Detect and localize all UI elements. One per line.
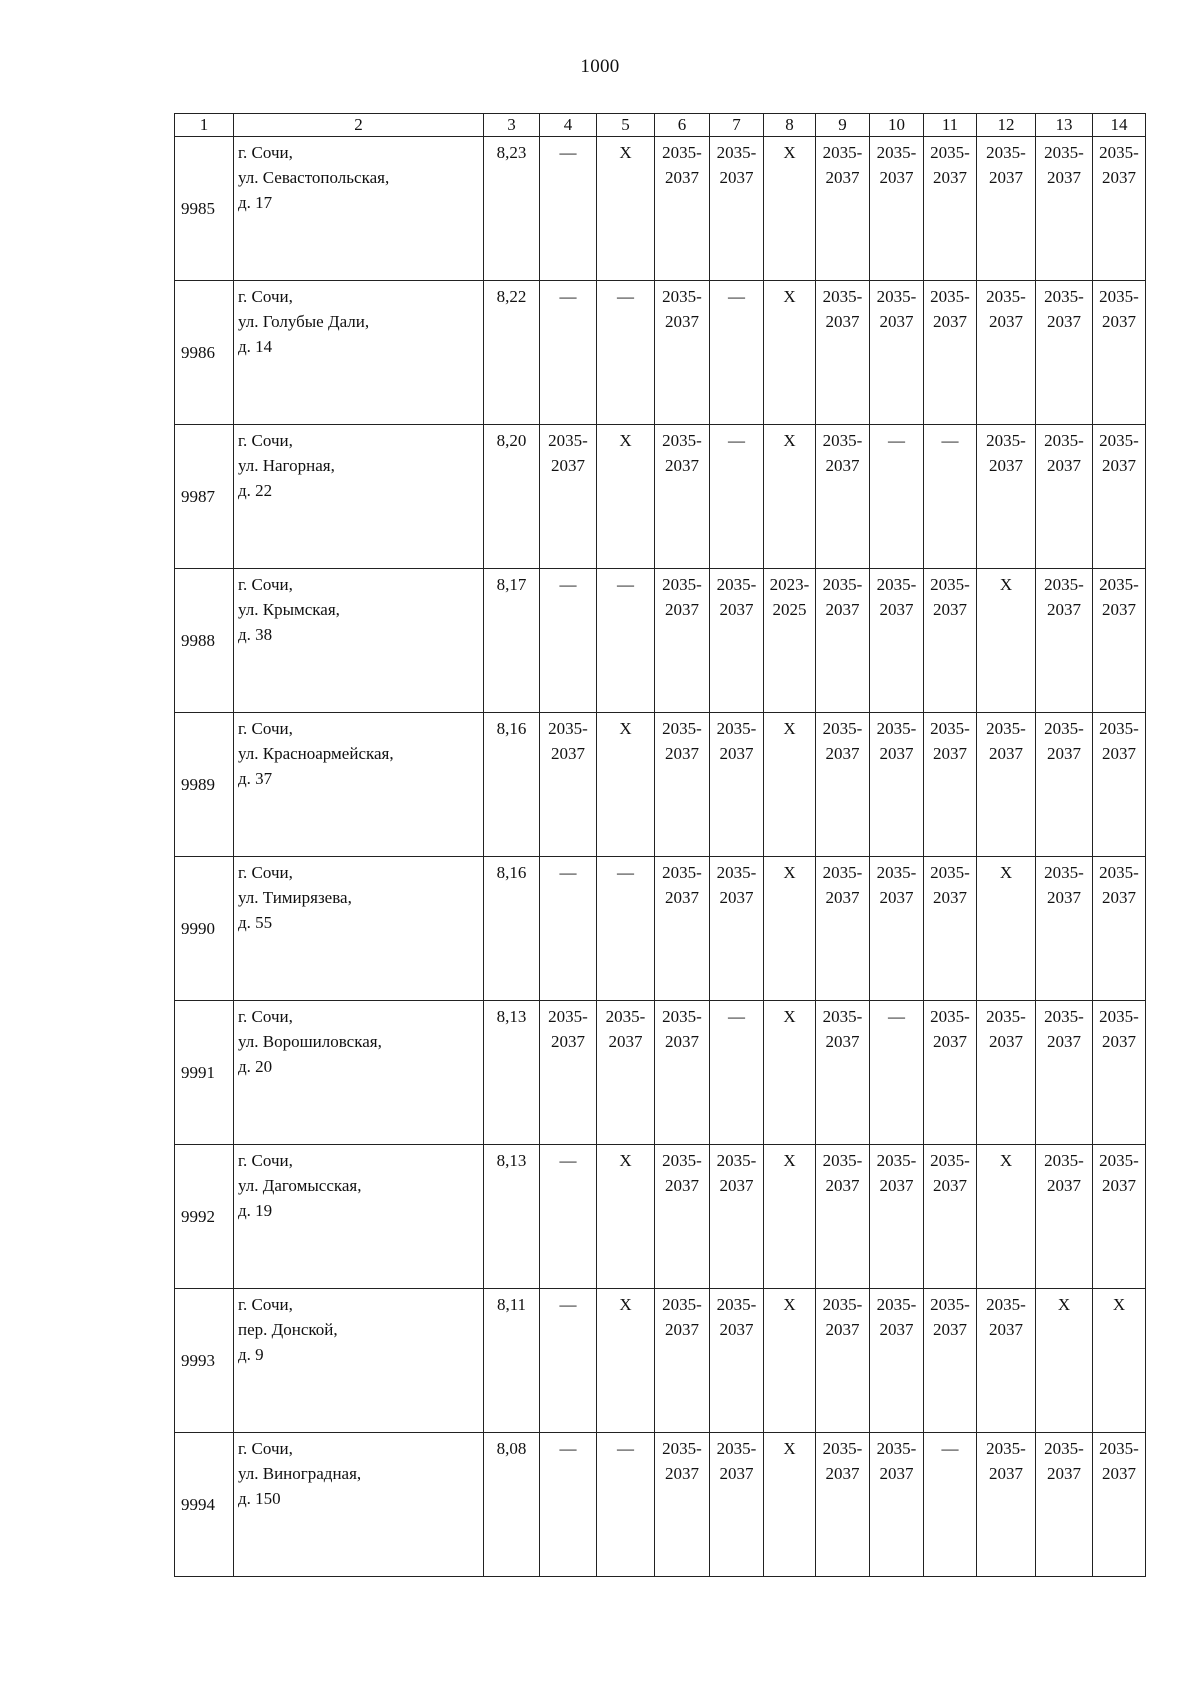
value-cell: 2035- 2037: [540, 713, 597, 857]
registry-table: [174, 113, 1146, 1577]
address-line: г. Сочи,: [238, 575, 293, 594]
table-row: [175, 137, 1146, 281]
table-row: [175, 1001, 1146, 1145]
value-cell: Х: [764, 1145, 816, 1289]
area-cell: 8,11: [484, 1289, 540, 1433]
value-cell: Х: [1093, 1289, 1146, 1433]
area-cell: 8,08: [484, 1433, 540, 1577]
address-line: д. 9: [238, 1345, 264, 1364]
value-cell: 2035- 2037: [1093, 281, 1146, 425]
row-number: 9990: [175, 857, 234, 1001]
column-header: 11: [924, 114, 977, 137]
value-cell: Х: [597, 1145, 655, 1289]
row-number: 9993: [175, 1289, 234, 1433]
value-cell: 2035- 2037: [924, 1145, 977, 1289]
area-cell: 8,23: [484, 137, 540, 281]
value-cell: 2035- 2037: [870, 281, 924, 425]
value-cell: 2035- 2037: [1036, 1001, 1093, 1145]
value-cell: 2035- 2037: [870, 1289, 924, 1433]
address-cell: [234, 713, 484, 857]
address-cell: [234, 1289, 484, 1433]
value-cell: —: [710, 281, 764, 425]
value-cell: 2035- 2037: [1036, 1433, 1093, 1577]
address-line: ул. Дагомысская,: [238, 1176, 362, 1195]
value-cell: 2023- 2025: [764, 569, 816, 713]
value-cell: Х: [764, 1289, 816, 1433]
value-cell: 2035- 2037: [816, 1145, 870, 1289]
address-line: г. Сочи,: [238, 287, 293, 306]
column-header: 1: [175, 114, 234, 137]
address-line: д. 17: [238, 193, 273, 212]
table-row: [175, 1289, 1146, 1433]
address-line: ул. Тимирязева,: [238, 888, 352, 907]
address-line: д. 150: [238, 1489, 281, 1508]
area-cell: 8,22: [484, 281, 540, 425]
row-number: 9988: [175, 569, 234, 713]
address-line: г. Сочи,: [238, 143, 293, 162]
value-cell: 2035- 2037: [870, 1433, 924, 1577]
value-cell: 2035- 2037: [816, 425, 870, 569]
table-row: [175, 713, 1146, 857]
value-cell: 2035- 2037: [977, 281, 1036, 425]
value-cell: Х: [764, 1001, 816, 1145]
table-row: [175, 1433, 1146, 1577]
value-cell: Х: [597, 425, 655, 569]
address-line: г. Сочи,: [238, 719, 293, 738]
value-cell: 2035- 2037: [816, 1433, 870, 1577]
table-body: [175, 137, 1146, 1577]
address-cell: [234, 857, 484, 1001]
value-cell: 2035- 2037: [816, 713, 870, 857]
value-cell: Х: [764, 857, 816, 1001]
address-line: г. Сочи,: [238, 1151, 293, 1170]
row-number: 9992: [175, 1145, 234, 1289]
value-cell: Х: [764, 281, 816, 425]
address-line: ул. Севастопольская,: [238, 168, 390, 187]
value-cell: 2035- 2037: [816, 1289, 870, 1433]
column-header: 7: [710, 114, 764, 137]
value-cell: 2035- 2037: [977, 713, 1036, 857]
value-cell: —: [540, 1289, 597, 1433]
value-cell: 2035- 2037: [655, 137, 710, 281]
value-cell: 2035- 2037: [870, 857, 924, 1001]
value-cell: —: [540, 1145, 597, 1289]
area-cell: 8,16: [484, 857, 540, 1001]
value-cell: Х: [764, 425, 816, 569]
column-header: 4: [540, 114, 597, 137]
value-cell: Х: [977, 857, 1036, 1001]
value-cell: 2035- 2037: [655, 1145, 710, 1289]
value-cell: 2035- 2037: [655, 569, 710, 713]
row-number: 9986: [175, 281, 234, 425]
value-cell: 2035- 2037: [1036, 569, 1093, 713]
column-header: 13: [1036, 114, 1093, 137]
value-cell: 2035- 2037: [870, 713, 924, 857]
address-cell: [234, 281, 484, 425]
value-cell: 2035- 2037: [540, 1001, 597, 1145]
value-cell: 2035- 2037: [540, 425, 597, 569]
column-header: 8: [764, 114, 816, 137]
address-line: д. 55: [238, 913, 273, 932]
value-cell: 2035- 2037: [924, 1289, 977, 1433]
value-cell: 2035- 2037: [1093, 1145, 1146, 1289]
address-line: г. Сочи,: [238, 1007, 293, 1026]
value-cell: —: [924, 425, 977, 569]
value-cell: 2035- 2037: [924, 281, 977, 425]
value-cell: 2035- 2037: [710, 137, 764, 281]
value-cell: Х: [1036, 1289, 1093, 1433]
column-header: 10: [870, 114, 924, 137]
value-cell: 2035- 2037: [924, 857, 977, 1001]
value-cell: 2035- 2037: [1036, 137, 1093, 281]
area-cell: 8,16: [484, 713, 540, 857]
address-cell: [234, 569, 484, 713]
value-cell: Х: [597, 137, 655, 281]
value-cell: 2035- 2037: [655, 281, 710, 425]
value-cell: Х: [597, 1289, 655, 1433]
value-cell: 2035- 2037: [870, 569, 924, 713]
address-cell: [234, 1145, 484, 1289]
value-cell: 2035- 2037: [924, 1001, 977, 1145]
value-cell: 2035- 2037: [655, 713, 710, 857]
address-line: ул. Ворошиловская,: [238, 1032, 382, 1051]
value-cell: 2035- 2037: [977, 137, 1036, 281]
value-cell: 2035- 2037: [1036, 857, 1093, 1001]
column-number-row: [175, 114, 1146, 137]
row-number: 9991: [175, 1001, 234, 1145]
address-line: пер. Донской,: [238, 1320, 338, 1339]
value-cell: —: [540, 137, 597, 281]
value-cell: —: [540, 569, 597, 713]
value-cell: 2035- 2037: [816, 137, 870, 281]
value-cell: 2035- 2037: [597, 1001, 655, 1145]
address-line: д. 22: [238, 481, 273, 500]
value-cell: 2035- 2037: [1093, 1433, 1146, 1577]
address-line: г. Сочи,: [238, 431, 293, 450]
value-cell: 2035- 2037: [1093, 857, 1146, 1001]
value-cell: 2035- 2037: [870, 137, 924, 281]
value-cell: —: [597, 857, 655, 1001]
column-header: 3: [484, 114, 540, 137]
address-line: д. 20: [238, 1057, 273, 1076]
value-cell: 2035- 2037: [1093, 713, 1146, 857]
value-cell: Х: [764, 713, 816, 857]
value-cell: 2035- 2037: [977, 1001, 1036, 1145]
row-number: 9987: [175, 425, 234, 569]
value-cell: 2035- 2037: [816, 569, 870, 713]
value-cell: 2035- 2037: [924, 713, 977, 857]
value-cell: 2035- 2037: [710, 1289, 764, 1433]
value-cell: —: [597, 281, 655, 425]
value-cell: 2035- 2037: [655, 1289, 710, 1433]
area-cell: 8,17: [484, 569, 540, 713]
address-line: г. Сочи,: [238, 1439, 293, 1458]
page-number: 1000: [580, 56, 620, 77]
value-cell: 2035- 2037: [1036, 281, 1093, 425]
value-cell: 2035- 2037: [655, 1433, 710, 1577]
value-cell: 2035- 2037: [655, 1001, 710, 1145]
value-cell: —: [540, 1433, 597, 1577]
value-cell: 2035- 2037: [816, 857, 870, 1001]
value-cell: 2035- 2037: [1036, 713, 1093, 857]
address-line: д. 14: [238, 337, 273, 356]
column-header: 6: [655, 114, 710, 137]
value-cell: —: [870, 1001, 924, 1145]
table-row: [175, 425, 1146, 569]
address-line: ул. Виноградная,: [238, 1464, 362, 1483]
area-cell: 8,13: [484, 1001, 540, 1145]
value-cell: —: [540, 281, 597, 425]
value-cell: 2035- 2037: [1093, 569, 1146, 713]
address-line: г. Сочи,: [238, 1295, 293, 1314]
address-line: д. 37: [238, 769, 273, 788]
table-row: [175, 281, 1146, 425]
value-cell: 2035- 2037: [977, 1433, 1036, 1577]
value-cell: 2035- 2037: [655, 857, 710, 1001]
value-cell: Х: [977, 1145, 1036, 1289]
address-cell: [234, 137, 484, 281]
address-line: ул. Голубые Дали,: [238, 312, 370, 331]
value-cell: —: [597, 1433, 655, 1577]
value-cell: 2035- 2037: [924, 137, 977, 281]
value-cell: Х: [597, 713, 655, 857]
table-row: [175, 1145, 1146, 1289]
value-cell: 2035- 2037: [870, 1145, 924, 1289]
row-number: 9985: [175, 137, 234, 281]
column-header: 14: [1093, 114, 1146, 137]
column-header: 5: [597, 114, 655, 137]
row-number: 9989: [175, 713, 234, 857]
column-header: 12: [977, 114, 1036, 137]
address-line: д. 38: [238, 625, 273, 644]
value-cell: Х: [764, 137, 816, 281]
table-row: [175, 857, 1146, 1001]
value-cell: 2035- 2037: [710, 857, 764, 1001]
address-line: ул. Крымская,: [238, 600, 340, 619]
value-cell: 2035- 2037: [710, 569, 764, 713]
row-number: 9994: [175, 1433, 234, 1577]
address-cell: [234, 425, 484, 569]
area-cell: 8,20: [484, 425, 540, 569]
value-cell: 2035- 2037: [710, 713, 764, 857]
value-cell: Х: [764, 1433, 816, 1577]
address-line: д. 19: [238, 1201, 273, 1220]
value-cell: —: [870, 425, 924, 569]
value-cell: 2035- 2037: [655, 425, 710, 569]
value-cell: 2035- 2037: [710, 1145, 764, 1289]
address-line: ул. Нагорная,: [238, 456, 335, 475]
value-cell: 2035- 2037: [1093, 137, 1146, 281]
column-header: 9: [816, 114, 870, 137]
value-cell: 2035- 2037: [977, 1289, 1036, 1433]
value-cell: Х: [977, 569, 1036, 713]
value-cell: 2035- 2037: [1093, 1001, 1146, 1145]
value-cell: —: [710, 425, 764, 569]
address-cell: [234, 1433, 484, 1577]
value-cell: —: [924, 1433, 977, 1577]
value-cell: 2035- 2037: [816, 281, 870, 425]
value-cell: 2035- 2037: [1036, 1145, 1093, 1289]
address-line: ул. Красноармейская,: [238, 744, 394, 763]
value-cell: —: [540, 857, 597, 1001]
address-line: г. Сочи,: [238, 863, 293, 882]
table-row: [175, 569, 1146, 713]
column-header: 2: [234, 114, 484, 137]
value-cell: 2035- 2037: [1036, 425, 1093, 569]
value-cell: —: [710, 1001, 764, 1145]
value-cell: —: [597, 569, 655, 713]
area-cell: 8,13: [484, 1145, 540, 1289]
value-cell: 2035- 2037: [710, 1433, 764, 1577]
value-cell: 2035- 2037: [1093, 425, 1146, 569]
value-cell: 2035- 2037: [924, 569, 977, 713]
address-cell: [234, 1001, 484, 1145]
value-cell: 2035- 2037: [816, 1001, 870, 1145]
value-cell: 2035- 2037: [977, 425, 1036, 569]
